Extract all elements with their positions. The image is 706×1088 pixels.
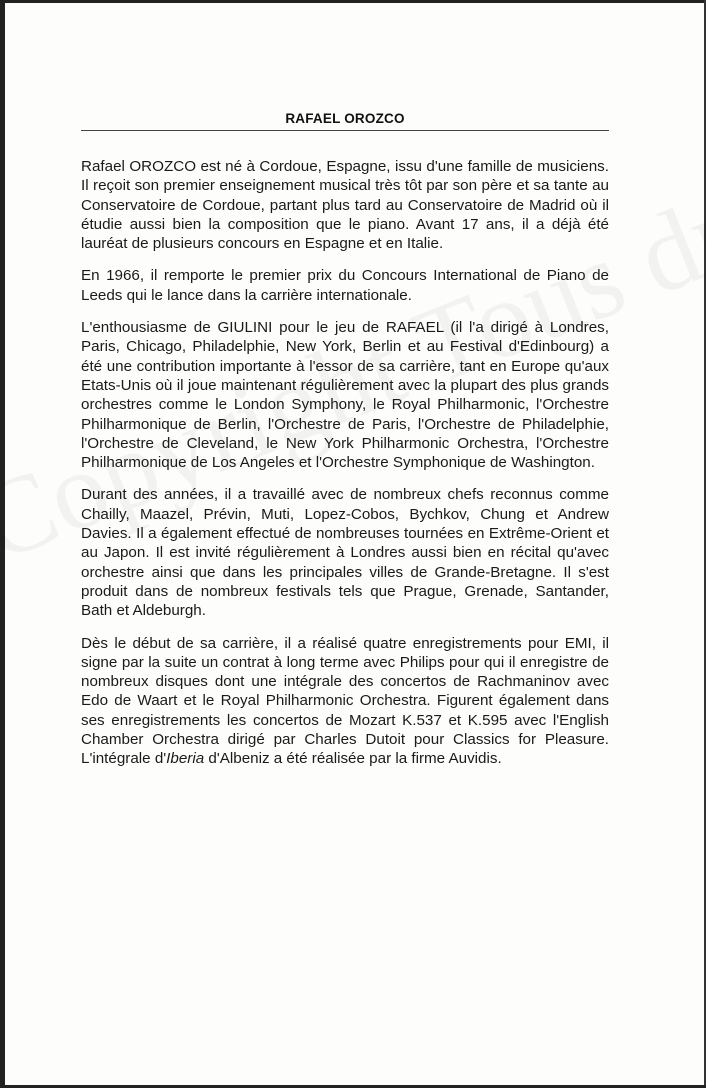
recordings-text: Dès le début de sa carrière, il a réalisé quatre enregistrements pour EMI, il signe par la suite un contrat à long terme avec Philips pour qui il enregistre de nombreux disques dont une intégrale des concertos de Rachmaninov avec Edo de Waart et le Royal Philharmonic Orchestra. Figurent également dans ses enregistrements les concertos de Mozart K.537 et K.595 avec l'English Chamber Orchestra dirigé par Charles Dutoit pour Classics for Pleasure. L'intégrale d' [81,634,609,768]
page-header [81,111,609,131]
iberia-title: Iberia [166,750,205,768]
page-title: RAFAEL OROZCO [285,111,405,126]
paragraph-conductors-tours: Durant des années, il a travaillé avec de nombreux chefs reconnus comme Chailly, Maazel, Prévin, Muti, Lopez-Cobos, Bychkov, Chung et Andrew Davies. Il a également effectué de nombreuses tournées en Extrême-Orient et au Japon. Il est invité régulièrement à Londres aussi bien en récital qu'avec orchestre ainsi que dans les principales villes de Grande-Bretagne. Il s'est produit dans de nombreux festivals tels que Prague, Grenade, Santander, Bath et Aldeburgh. [81,486,609,620]
scan-border-top [0,0,706,3]
recordings-text-end: d'Albeniz a été réalisée par la firme Auvidis. [204,750,502,768]
scan-border-left [0,0,5,1088]
paragraph-recordings [81,634,609,769]
paragraph-origins: Rafael OROZCO est né à Cordoue, Espagne, issu d'une famille de musiciens. Il reçoit son premier enseignement musical très tôt par son père et sa tante au Conservatoire de Cordoue, partant plus tard au Conservatoire de Madrid où il étudie aussi bien la composition que le piano. Avant 17 ans, il a déjà été lauréat de plusieurs concours en Espagne et en Italie. [81,158,609,253]
header-divider [81,130,609,131]
paragraph-leeds-prize: En 1966, il remporte le premier prix du Concours International de Piano de Leeds qui le lance dans la carrière internationale. [81,267,609,304]
biography-text [81,157,609,782]
paragraph-giulini: L'enthousiasme de GIULINI pour le jeu de RAFAEL (il l'a dirigé à Londres, Paris, Chicago, Philadelphie, New York, Berlin et au Festival d'Edinbourg) a été une contribution importante à l'essor de sa carrière, tant en Europe qu'aux Etats-Unis où il joue maintenant régulièrement avec la plupart des plus grands orchestres comme le London Symphony, le Royal Philharmonic, l'Orchestre Philharmonique de Berlin, l'Orchestre de Paris, l'Orchestre de Philadelphie, l'Orchestre de Cleveland, le New York Philharmonic Orchestra, l'Orchestre Philharmonique de Los Angeles et l'Orchestre Symphonique de Washington. [81,319,609,472]
